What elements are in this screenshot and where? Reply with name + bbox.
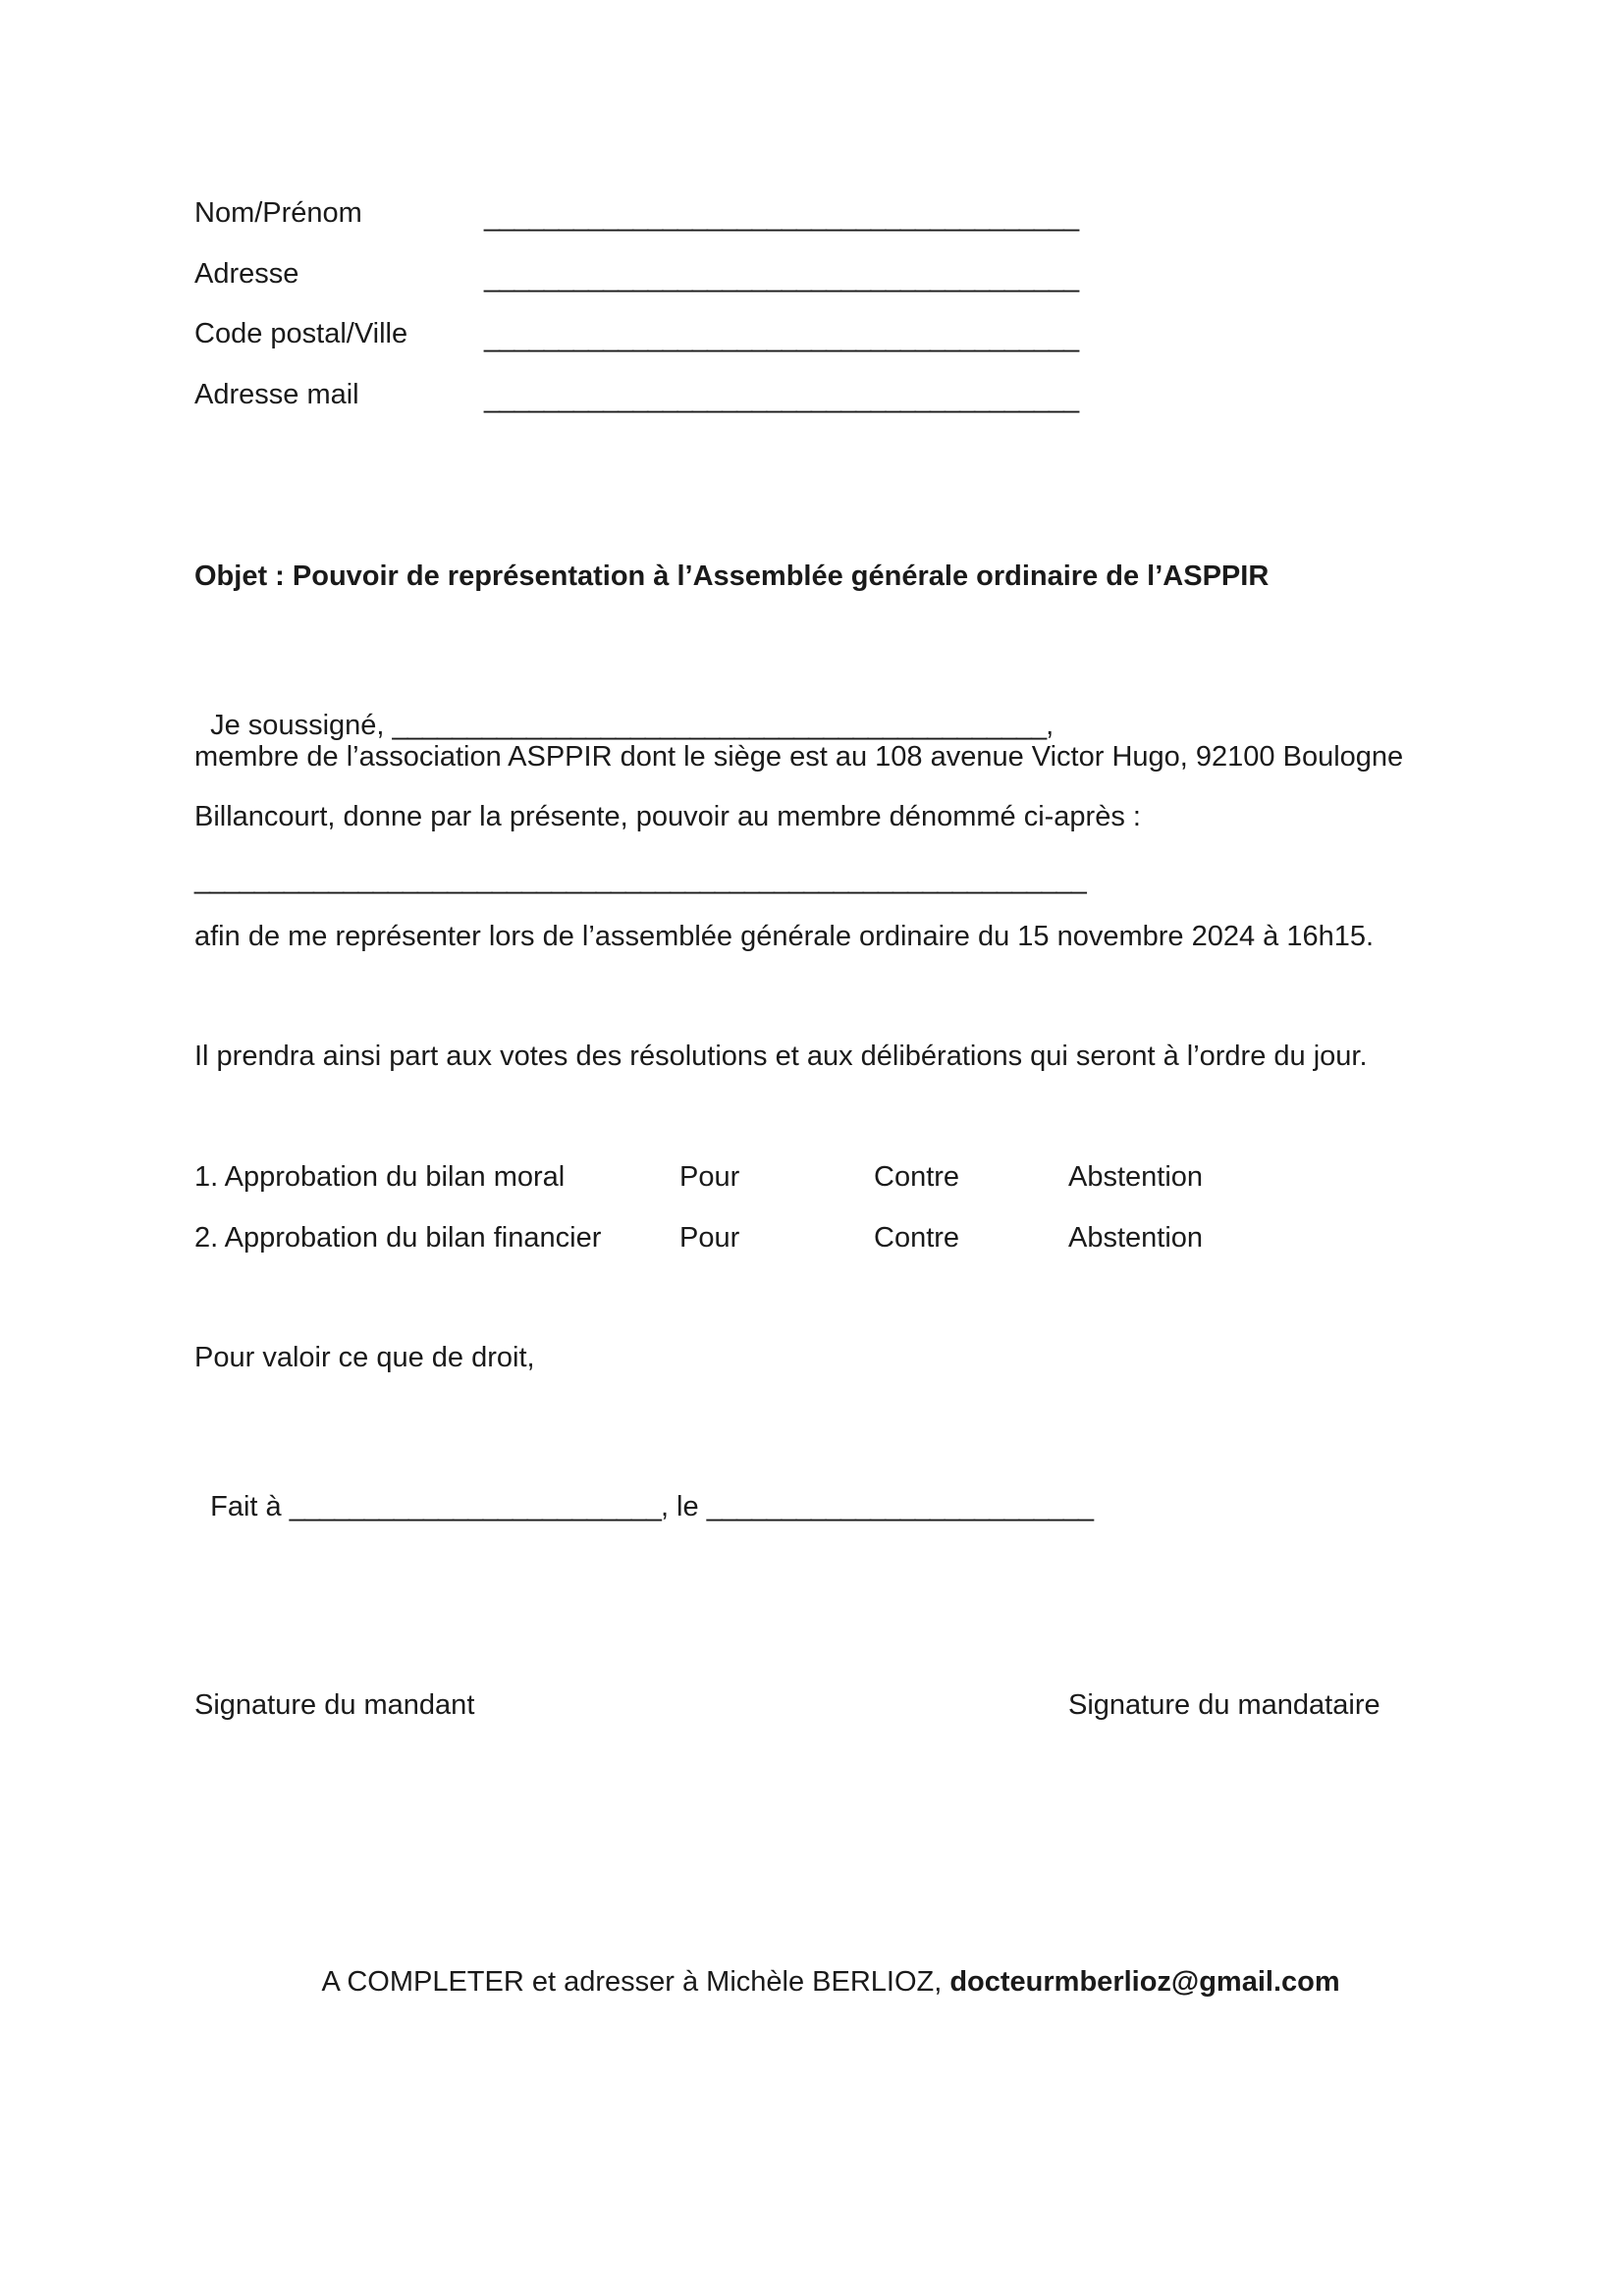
resolution-2-option-contre[interactable]: Contre bbox=[874, 1222, 960, 1254]
date-blank[interactable]: __________________________ bbox=[706, 1491, 1094, 1522]
field-label-name: Nom/Prénom bbox=[194, 197, 362, 229]
soussigne-prefix: Je soussigné, bbox=[210, 710, 393, 741]
date-separator: , le bbox=[660, 1491, 707, 1522]
resolution-2-label: 2. Approbation du bilan financier bbox=[194, 1222, 602, 1254]
body-line-3: Billancourt, donne par la présente, pouvoir au membre dénommé ci-après : bbox=[194, 801, 1141, 832]
resolution-1-option-pour[interactable]: Pour bbox=[679, 1161, 740, 1193]
field-blank-name[interactable]: ________________________________________ bbox=[484, 201, 1079, 233]
body-line-6: Il prendra ainsi part aux votes des résolutions et aux délibérations qui seront à l’ordre du jour. bbox=[194, 1041, 1368, 1072]
subject-line: Objet : Pouvoir de représentation à l’Assemblée générale ordinaire de l’ASPPIR bbox=[194, 561, 1270, 592]
resolution-2-option-abstention[interactable]: Abstention bbox=[1068, 1222, 1204, 1254]
footer-text: A COMPLETER et adresser à Michèle BERLIOZ, bbox=[321, 1966, 950, 1998]
field-label-email: Adresse mail bbox=[194, 379, 359, 410]
footer-line bbox=[307, 1940, 1340, 1997]
resolution-1-label: 1. Approbation du bilan moral bbox=[194, 1161, 566, 1193]
field-blank-address[interactable]: ________________________________________ bbox=[484, 262, 1079, 294]
field-label-address: Adresse bbox=[194, 258, 299, 290]
mandataire-blank[interactable]: ____________________________________________________________ bbox=[194, 864, 1086, 895]
body-line-1 bbox=[194, 683, 1053, 740]
soussigne-blank[interactable]: ____________________________________________, bbox=[392, 710, 1054, 741]
resolution-1-option-contre[interactable]: Contre bbox=[874, 1161, 960, 1193]
place-date-line bbox=[194, 1465, 1093, 1522]
body-line-5: afin de me représenter lors de l’assemblée générale ordinaire du 15 novembre 2024 à 16h15. bbox=[194, 921, 1375, 952]
resolution-2-option-pour[interactable]: Pour bbox=[679, 1222, 740, 1254]
field-label-postal-city: Code postal/Ville bbox=[194, 318, 408, 349]
signature-mandant-label: Signature du mandant bbox=[194, 1689, 475, 1721]
closing-line: Pour valoir ce que de droit, bbox=[194, 1342, 535, 1373]
body-line-2: membre de l’association ASPPIR dont le siège est au 108 avenue Victor Hugo, 92100 Boulogne bbox=[194, 741, 1404, 773]
signature-mandataire-label: Signature du mandataire bbox=[1068, 1689, 1380, 1721]
field-blank-postal-city[interactable]: ________________________________________ bbox=[484, 322, 1079, 353]
footer-email-link[interactable]: docteurmberlioz@gmail.com bbox=[949, 1966, 1340, 1998]
resolution-1-option-abstention[interactable]: Abstention bbox=[1068, 1161, 1204, 1193]
place-prefix: Fait à bbox=[210, 1491, 290, 1522]
field-blank-email[interactable]: ________________________________________ bbox=[484, 383, 1079, 414]
place-blank[interactable]: _________________________ bbox=[289, 1491, 661, 1522]
